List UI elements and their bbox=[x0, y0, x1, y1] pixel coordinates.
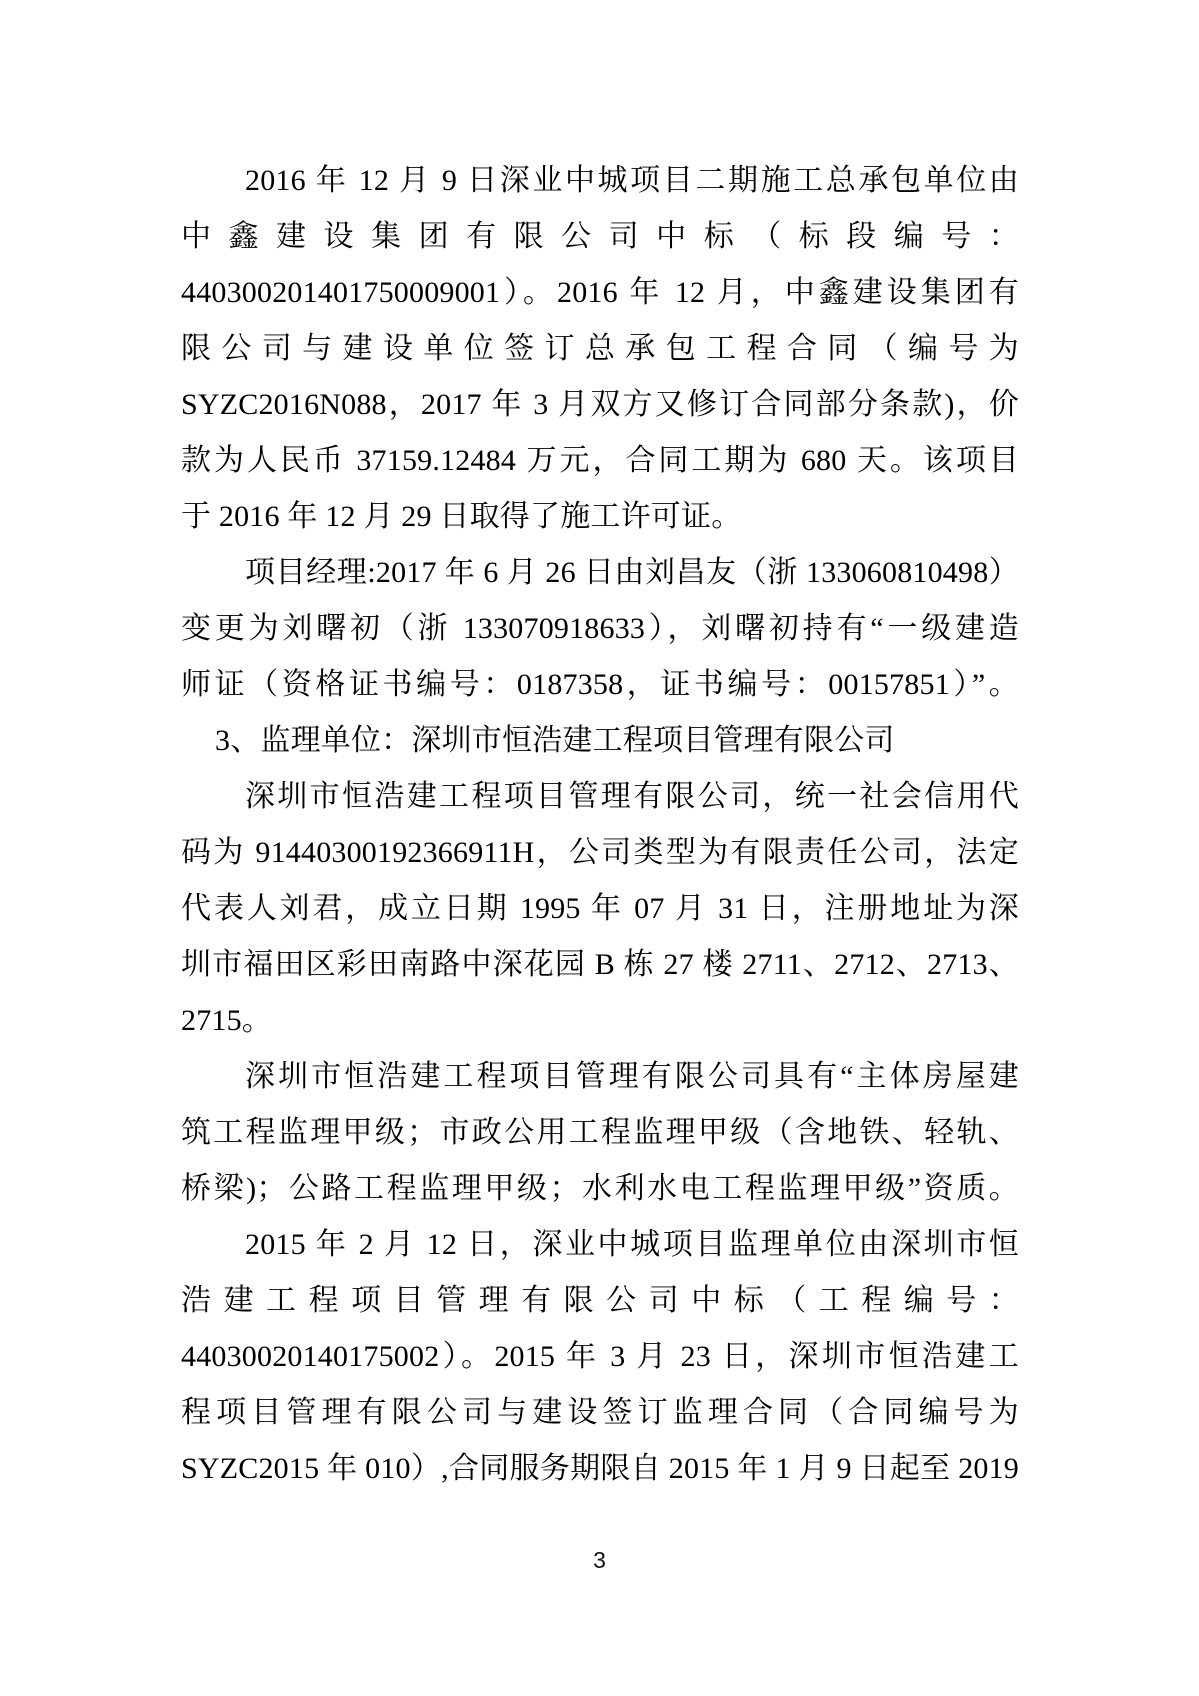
text-line: 3、监理单位：深圳市恒浩建工程项目管理有限公司 bbox=[215, 724, 895, 757]
text-line: 深圳市恒浩建工程项目管理有限公司具有“主体房屋建 bbox=[245, 1060, 1019, 1093]
text-line: 深圳市恒浩建工程项目管理有限公司，统一社会信用代 bbox=[245, 780, 1019, 813]
page-footer bbox=[0, 1545, 1199, 1575]
text-line: 代表人刘君，成立日期 1995 年 07 月 31 日，注册地址为深 bbox=[181, 892, 1019, 925]
text-line: 2016 年 12 月 9 日深业中城项目二期施工总承包单位由 bbox=[245, 164, 1019, 197]
document-body bbox=[181, 153, 1019, 1497]
text-line: 变更为刘曙初（浙 133070918633），刘曙初持有“一级建造 bbox=[181, 612, 1019, 645]
text-line: 项目经理:2017 年 6 月 26 日由刘昌友（浙 133060810498） bbox=[245, 556, 1019, 589]
text-line: 限公司与建设单位签订总承包工程合同（编号为 bbox=[181, 332, 1019, 365]
text-line: 中鑫建设集团有限公司中标（标段编号： bbox=[181, 220, 1019, 253]
text-line: 桥梁)；公路工程监理甲级；水利水电工程监理甲级”资质。 bbox=[181, 1172, 1019, 1205]
text-line: 筑工程监理甲级；市政公用工程监理甲级（含地铁、轻轨、 bbox=[181, 1116, 1019, 1149]
text-line: SYZC2015 年 010）,合同服务期限自 2015 年 1 月 9 日起至 2019 bbox=[181, 1452, 1019, 1485]
text-line: 码为 91440300192366911H，公司类型为有限责任公司，法定 bbox=[181, 836, 1019, 869]
text-line: SYZC2016N088，2017 年 3 月双方又修订合同部分条款)，价 bbox=[181, 388, 1019, 421]
text-line: 2715。 bbox=[181, 1004, 272, 1037]
text-line: 师证（资格证书编号：0187358，证书编号：00157851）”。 bbox=[181, 668, 1019, 701]
text-line: 44030020140175002）。2015 年 3 月 23 日，深圳市恒浩建工 bbox=[181, 1340, 1019, 1373]
text-line: 程项目管理有限公司与建设签订监理合同（合同编号为 bbox=[181, 1396, 1019, 1429]
text-line: 圳市福田区彩田南路中深花园 B 栋 27 楼 2711、2712、2713、 bbox=[181, 948, 1019, 981]
text-line: 浩建工程项目管理有限公司中标（工程编号： bbox=[181, 1284, 1019, 1317]
text-line: 于 2016 年 12 月 29 日取得了施工许可证。 bbox=[181, 500, 742, 533]
page-number: 3 bbox=[593, 1547, 606, 1573]
text-line: 440300201401750009001）。2016 年 12 月，中鑫建设集团有 bbox=[181, 276, 1019, 309]
text-line: 2015 年 2 月 12 日，深业中城项目监理单位由深圳市恒 bbox=[245, 1228, 1019, 1261]
text-line: 款为人民币 37159.12484 万元，合同工期为 680 天。该项目 bbox=[181, 444, 1019, 477]
